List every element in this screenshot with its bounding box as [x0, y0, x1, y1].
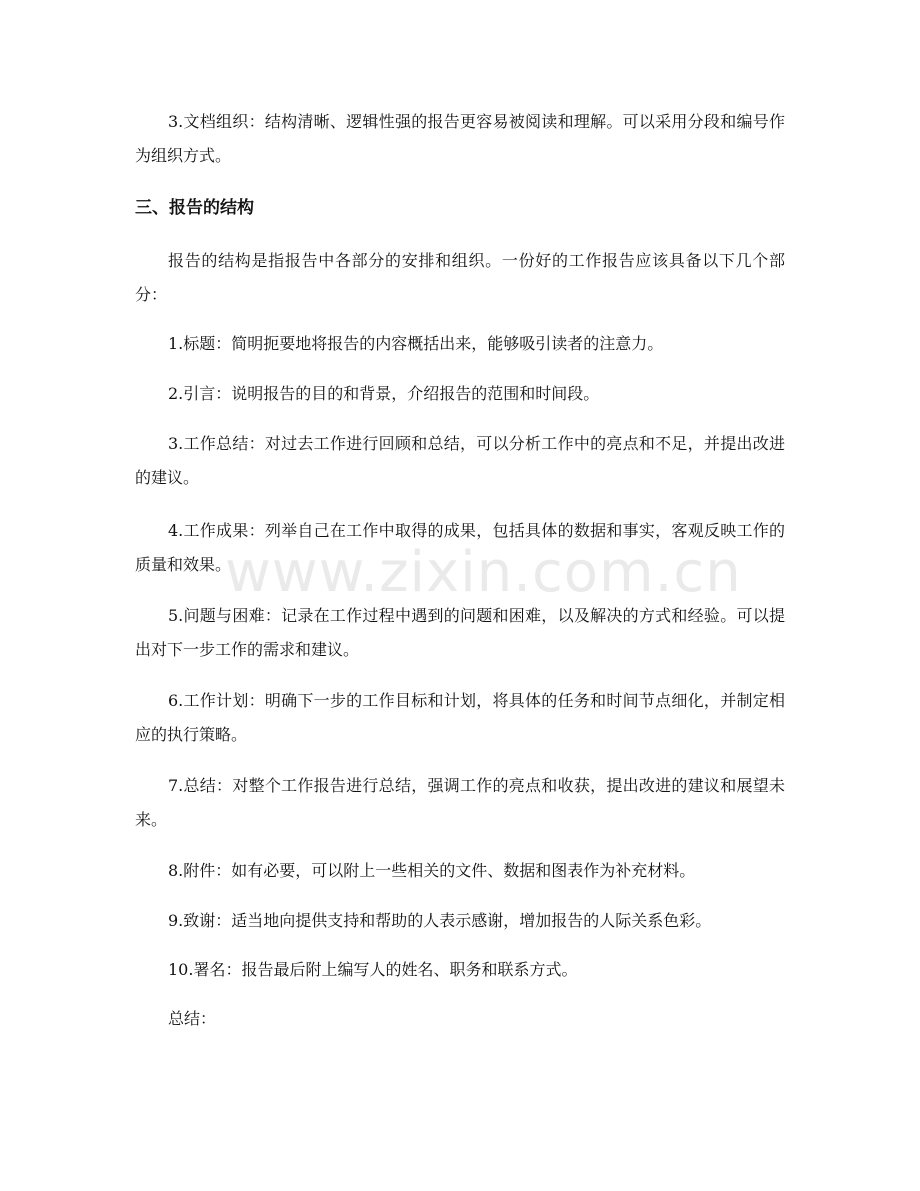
paragraph-item-conclusion: 7.总结：对整个工作报告进行总结，强调工作的亮点和收获，提出改进的建议和展望未来。	[135, 776, 785, 829]
paragraph-structure-intro: 报告的结构是指报告中各部分的安排和组织。一份好的工作报告应该具备以下几个部分：	[135, 251, 785, 304]
paragraph-summary-label: 总结：	[168, 1009, 217, 1028]
paragraph-item-acknowledgements: 9.致谢：适当地向提供支持和帮助的人表示感谢，增加报告的人际关系色彩。	[168, 911, 712, 930]
paragraph-item-title: 1.标题：简明扼要地将报告的内容概括出来，能够吸引读者的注意力。	[168, 334, 664, 353]
section-heading: 三、报告的结构	[135, 198, 254, 218]
paragraph-item-achievements: 4.工作成果：列举自己在工作中取得的成果，包括具体的数据和事实，客观反映工作的质量和效果。	[135, 521, 785, 574]
paragraph-item-signature: 10.署名：报告最后附上编写人的姓名、职务和联系方式。	[168, 960, 578, 979]
paragraph-item-problems: 5.问题与困难：记录在工作过程中遇到的问题和困难，以及解决的方式和经验。可以提出对下一步工作的需求和建议。	[135, 606, 785, 659]
paragraph-item-work-summary: 3.工作总结：对过去工作进行回顾和总结，可以分析工作中的亮点和不足，并提出改进的建议。	[135, 434, 785, 487]
watermark: www.zixin.com.cn	[225, 540, 742, 605]
paragraph-item-attachments: 8.附件：如有必要，可以附上一些相关的文件、数据和图表作为补充材料。	[168, 861, 696, 880]
paragraph-item-introduction: 2.引言：说明报告的目的和背景，介绍报告的范围和时间段。	[168, 384, 600, 403]
paragraph-item-work-plan: 6.工作计划：明确下一步的工作目标和计划，将具体的任务和时间节点细化，并制定相应的执行策略。	[135, 691, 785, 744]
paragraph-doc-organization: 3.文档组织：结构清晰、逻辑性强的报告更容易被阅读和理解。可以采用分段和编号作为组织方式。	[135, 112, 785, 165]
